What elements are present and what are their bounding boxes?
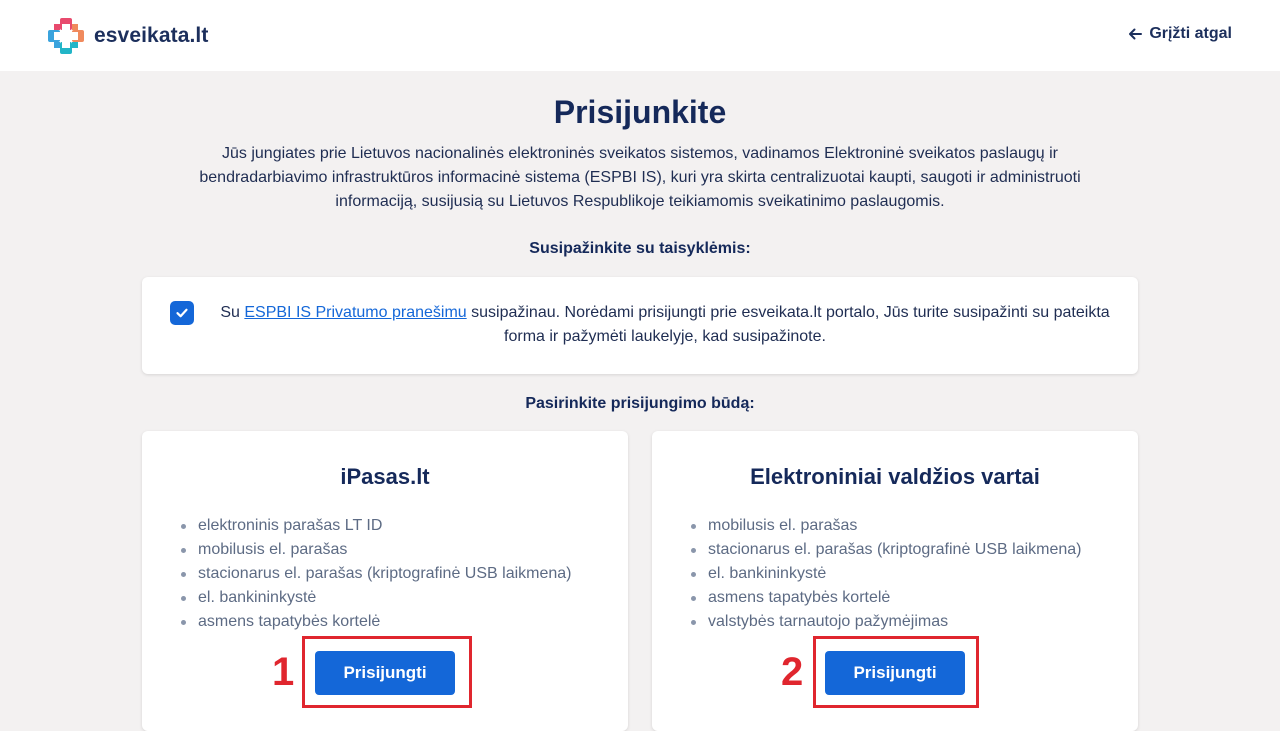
- consent-prefix: Su: [220, 304, 240, 321]
- consent-text: [220, 301, 1110, 349]
- list-item: valstybės tarnautojo pažymėjimas: [708, 610, 1082, 634]
- consent-suffix: susipažinau. Norėdami prisijungti prie esveikata.lt portalo, Jūs turite susipažinti su pateikta forma ir pažymėti laukelyje, kad susipažinote.: [471, 304, 1110, 345]
- checkmark-icon: [175, 306, 189, 320]
- login-button-ipasas[interactable]: Prisijungti: [315, 651, 455, 695]
- login-button-evaldzios-vartai[interactable]: Prisijungti: [825, 651, 965, 695]
- rules-heading: Susipažinkite su taisyklėmis:: [529, 240, 751, 257]
- annotation-number-1: 1: [272, 650, 295, 694]
- back-link-label: Grįžti atgal: [1149, 25, 1232, 42]
- method-heading: Pasirinkite prisijungimo būdą:: [525, 395, 755, 412]
- logo-link[interactable]: [48, 18, 208, 54]
- consent-card: [142, 277, 1138, 374]
- back-link[interactable]: [1127, 25, 1232, 43]
- list-item: asmens tapatybės kortelė: [198, 610, 572, 634]
- site-header: [0, 0, 1280, 71]
- annotation-number-2: 2: [781, 650, 804, 694]
- method-card-evaldzios-vartai: [652, 431, 1138, 731]
- list-item: el. bankininkystė: [708, 562, 1082, 586]
- list-item: mobilusis el. parašas: [708, 514, 1082, 538]
- privacy-notice-link[interactable]: ESPBI IS Privatumo pranešimu: [244, 304, 467, 321]
- logo-icon: [48, 18, 84, 54]
- list-item: stacionarus el. parašas (kriptografinė USB laikmena): [198, 562, 572, 586]
- list-item: elektroninis parašas LT ID: [198, 514, 572, 538]
- arrow-left-icon: [1127, 26, 1143, 42]
- method-title: Elektroniniai valdžios vartai: [750, 464, 1040, 489]
- intro-text: Jūs jungiates prie Lietuvos nacionalinės elektroninės sveikatos sistemos, vadinamos Elektroninė sveikatos paslaugų ir bendradarbiavimo infrastruktūros informacinė sistema (ESPBI IS), kuri yra skirta centralizuotai kaupti, saugoti ir administruoti informaciją, susijusią su Lietuvos Respublikoje teikiamomis sveikatinimo paslaugomis.: [199, 145, 1081, 210]
- consent-checkbox[interactable]: [170, 301, 194, 325]
- list-item: stacionarus el. parašas (kriptografinė USB laikmena): [708, 538, 1082, 562]
- list-item: el. bankininkystė: [198, 586, 572, 610]
- logo-text: esveikata.lt: [94, 24, 209, 47]
- method-card-ipasas: [142, 431, 628, 731]
- list-item: mobilusis el. parašas: [198, 538, 572, 562]
- page-title: Prisijunkite: [553, 94, 727, 130]
- method-list: [198, 514, 572, 634]
- list-item: asmens tapatybės kortelė: [708, 586, 1082, 610]
- method-title: iPasas.lt: [340, 464, 430, 489]
- method-list: [708, 514, 1082, 634]
